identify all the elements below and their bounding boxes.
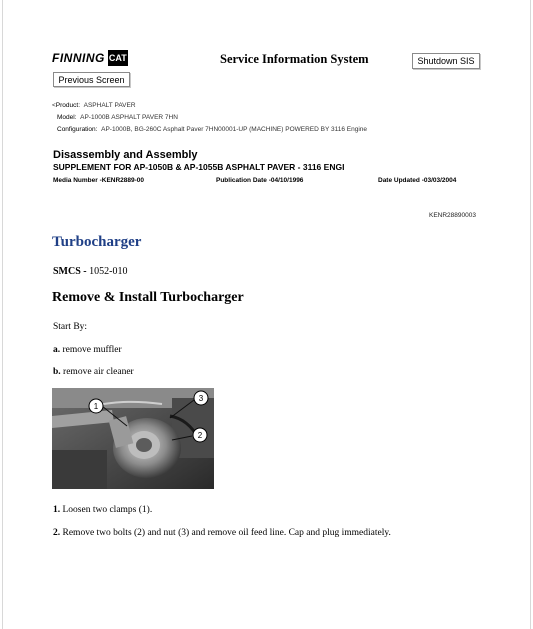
app-title: Service Information System — [220, 52, 369, 66]
svg-text:2: 2 — [197, 431, 203, 440]
back-chevron-icon[interactable]: < — [52, 102, 56, 109]
step-1 — [53, 505, 152, 515]
procedure-title: Remove & Install Turbocharger — [52, 290, 244, 305]
media-number: Media Number -KENR2889-00 — [53, 177, 145, 184]
model-line — [57, 114, 178, 121]
callout-1 — [89, 399, 103, 413]
svg-text:3: 3 — [198, 394, 204, 403]
start-step-b — [53, 367, 134, 377]
section-title: Turbocharger — [52, 234, 142, 250]
publication-date: Publication Date -04/10/1996 — [216, 177, 304, 184]
step-2-text: Remove two bolts (2) and nut (3) and remove oil feed line. Cap and plug immediately. — [62, 528, 391, 538]
product-label: Product: — [55, 102, 81, 109]
model-label: Model: — [57, 114, 77, 121]
cat-logo-badge: CAT — [108, 50, 128, 66]
svg-text:1: 1 — [93, 402, 99, 411]
callout-3 — [194, 391, 208, 405]
document-title: Disassembly and Assembly — [53, 149, 198, 161]
step-a-label: a. — [53, 345, 61, 355]
reference-code: KENR28890003 — [429, 212, 476, 219]
page-border-left — [2, 0, 3, 629]
step-b-text: remove air cleaner — [63, 367, 134, 377]
configuration-line — [57, 126, 367, 133]
step-1-label: 1. — [53, 505, 61, 515]
product-line — [52, 102, 136, 109]
callout-2 — [193, 428, 207, 442]
configuration-label: Configuration: — [57, 126, 98, 133]
finning-cat-logo — [52, 49, 128, 67]
previous-screen-button[interactable]: Previous Screen — [53, 72, 130, 87]
step-2-label: 2. — [53, 528, 61, 538]
document-subtitle: SUPPLEMENT FOR AP-1050B & AP-1055B ASPHALT PAVER - 3116 ENGI — [53, 162, 345, 172]
smcs-line — [53, 266, 127, 277]
page-border-right — [530, 0, 531, 629]
smcs-value: 1052-010 — [89, 266, 128, 277]
step-1-text: Loosen two clamps (1). — [62, 505, 153, 515]
step-2 — [53, 528, 391, 538]
shutdown-sis-button[interactable]: Shutdown SIS — [412, 53, 480, 69]
turbocharger-photo — [52, 388, 214, 489]
finning-logo-text: FINNING — [52, 51, 105, 65]
date-updated: Date Updated -03/03/2004 — [378, 177, 457, 184]
model-value: AP-1000B ASPHALT PAVER 7HN — [80, 114, 178, 121]
smcs-label: SMCS - — [53, 266, 87, 277]
start-step-a — [53, 345, 122, 355]
product-value: ASPHALT PAVER — [83, 102, 136, 109]
start-by-label: Start By: — [53, 322, 88, 332]
step-b-label: b. — [53, 367, 61, 377]
step-a-text: remove muffler — [62, 345, 122, 355]
configuration-value: AP-1000B, BG-260C Asphalt Paver 7HN00001-UP (MACHINE) POWERED BY 3116 Engine — [101, 126, 368, 133]
